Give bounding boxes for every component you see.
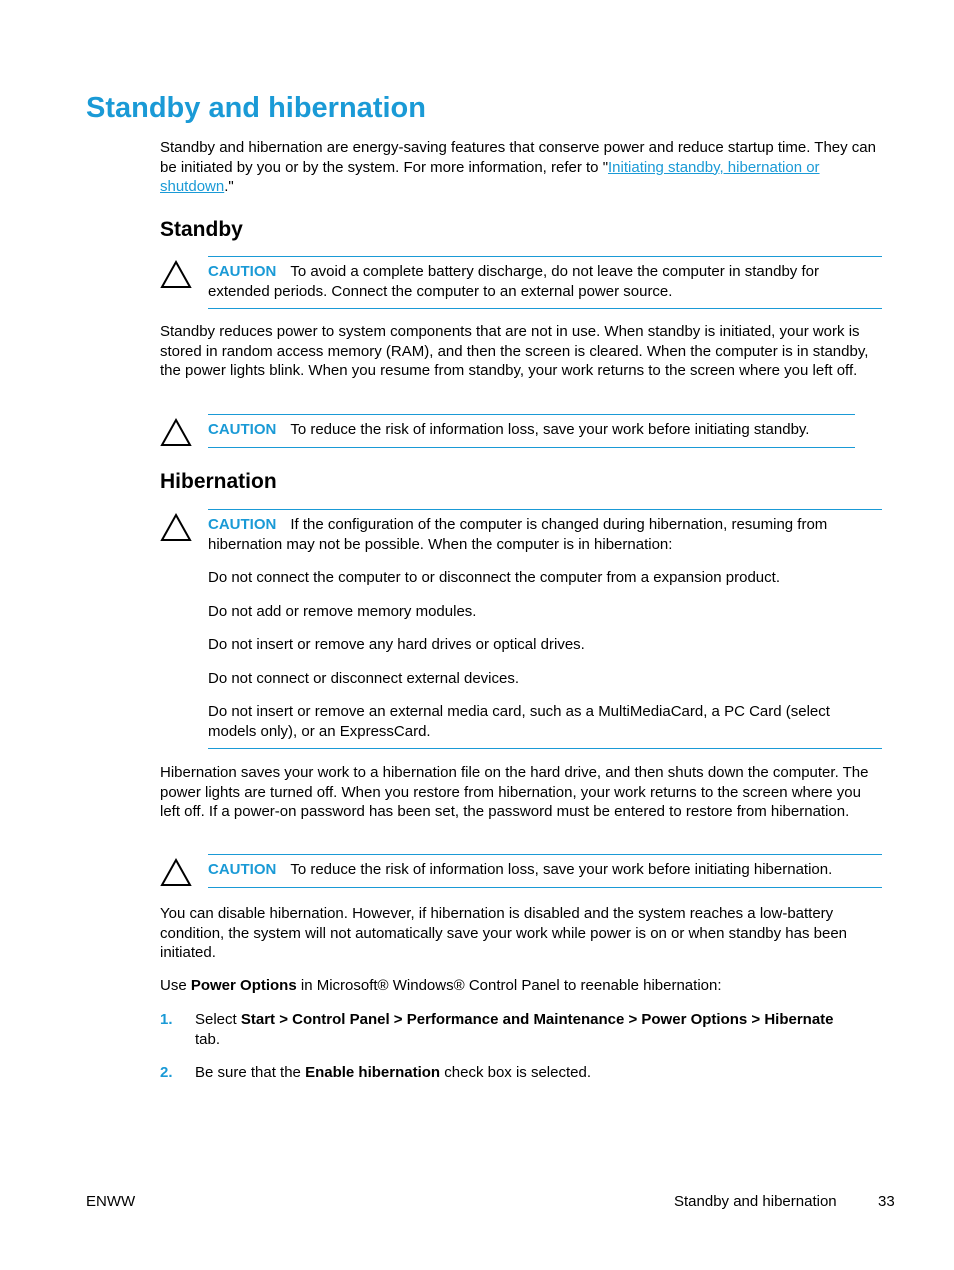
caution-text: To reduce the risk of information loss, save your work before initiating hibernation. [290, 861, 833, 878]
disable-paragraph: You can disable hibernation. However, if hibernation is disabled and the system reaches a low-battery condition, the system will not automatically save your work while power is on or when standby has been initiated. [160, 905, 848, 961]
intro-text: Standby and hibernation are energy-saving features that conserve power and reduce startup time. They can be initiated by you or by the system. For more information, refer to " [160, 139, 876, 176]
step-text-end: check box is selected. [440, 1064, 592, 1081]
caution-box [208, 414, 855, 448]
caution-label: CAUTION [208, 516, 277, 533]
step-text-start: Select [195, 1011, 241, 1028]
caution-label: CAUTION [208, 861, 277, 878]
standby-heading: Standby [160, 218, 243, 241]
use-paragraph [160, 976, 882, 996]
caution-triangle-icon [160, 259, 192, 289]
caution-triangle-icon [160, 857, 192, 887]
standby-body: Standby reduces power to system components that are not in use. When standby is initiated, your work is stored in random access memory (RAM), and then the screen is cleared. When the computer is in standby, the power lights blink. When you resume from standby, your work returns to the screen where you left off. [160, 323, 869, 379]
step-number: 2. [160, 1064, 173, 1081]
caution-text: To avoid a complete battery discharge, do not leave the computer in standby for extended periods. Connect the computer to an external power source. [208, 263, 819, 300]
caution-list-item: Do not insert or remove an external media card, such as a MultiMediaCard, a PC Card (select models only), or an ExpressCard. [208, 703, 830, 740]
caution-list-item: Do not add or remove memory modules. [208, 602, 477, 620]
caution-list-item: Do not connect or disconnect external devices. [208, 669, 520, 687]
page-number: 33 [878, 1193, 895, 1210]
caution-triangle-icon [160, 512, 192, 542]
step-number: 1. [160, 1011, 173, 1028]
page-title: Standby and hibernation [86, 92, 426, 124]
step-text-end: tab. [195, 1030, 221, 1048]
footer-left: ENWW [86, 1193, 136, 1210]
caution-label: CAUTION [208, 421, 277, 438]
caution-box [208, 256, 882, 309]
intro-text-end: ." [224, 178, 234, 195]
caution-text: If the configuration of the computer is changed during hibernation, resuming from hibernation may not be possible. When the computer is in hibernation: [208, 516, 828, 553]
caution-triangle-icon [160, 417, 192, 447]
hibernation-heading: Hibernation [160, 470, 277, 493]
use-text-end: in Microsoft® Windows® Control Panel to reenable hibernation: [296, 977, 722, 994]
step-menu-path: Start > Control Panel > Performance and Maintenance > Power Options > Hibernate [240, 1011, 834, 1028]
intro-paragraph [160, 138, 882, 197]
caution-list-item: Do not insert or remove any hard drives or optical drives. [208, 636, 585, 653]
caution-label: CAUTION [208, 263, 277, 280]
step-text [195, 1010, 835, 1049]
caution-text: To reduce the risk of information loss, save your work before initiating standby. [290, 421, 810, 438]
initiating-standby-link[interactable]: Initiating standby, hibernation or shutdown [160, 158, 820, 195]
enable-hibernation-term: Enable hibernation [305, 1064, 441, 1081]
caution-list-item: Do not connect the computer to or disconnect the computer from a expansion product. [208, 569, 780, 586]
use-text: Use [160, 977, 191, 994]
caution-box [208, 509, 882, 749]
power-options-term: Power Options [190, 977, 297, 994]
hibernation-body: Hibernation saves your work to a hibernation file on the hard drive, and then shuts down the computer. The power lights are turned off. When you restore from hibernation, your work returns to the screen where you left off. If a power-on password has been set, the password must be entered to restore from hibernation. [160, 764, 869, 820]
footer-section: Standby and hibernation [674, 1193, 837, 1210]
step-text-start: Be sure that the [195, 1064, 306, 1081]
caution-box [208, 854, 882, 888]
step-text [195, 1063, 835, 1083]
